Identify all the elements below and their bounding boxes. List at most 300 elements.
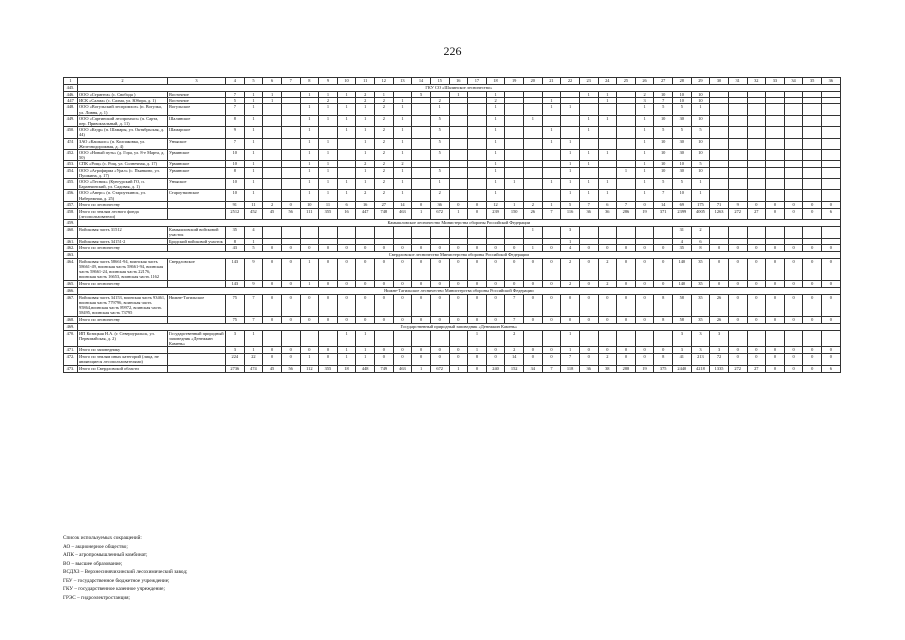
table-cell: 1 xyxy=(598,190,617,201)
table-cell xyxy=(430,227,449,238)
table-cell: 0 xyxy=(542,316,561,323)
table-cell: 1 xyxy=(393,150,412,161)
table-cell: 1 xyxy=(319,167,338,178)
table-cell: 0 xyxy=(542,294,561,316)
table-row xyxy=(64,138,841,149)
table-cell: 0 xyxy=(281,354,300,365)
header-cell: 24 xyxy=(598,78,617,85)
table-cell xyxy=(803,167,822,178)
table-cell: 0 xyxy=(486,347,505,354)
table-cell: 5 xyxy=(430,138,449,149)
table-cell xyxy=(598,330,617,347)
table-cell: 10 xyxy=(691,167,710,178)
table-cell xyxy=(784,330,803,347)
table-cell: 1 xyxy=(356,127,375,138)
table-cell: 0 xyxy=(784,244,803,251)
table-cell: 1 xyxy=(598,92,617,98)
table-cell: 2 xyxy=(375,161,394,167)
table-cell xyxy=(747,127,766,138)
table-cell xyxy=(822,179,841,190)
table-cell: 10 xyxy=(654,161,673,167)
table-cell: 1 xyxy=(263,92,282,98)
forestry-district: Шалинское xyxy=(168,115,226,126)
table-cell: 0 xyxy=(356,280,375,287)
table-cell: 1 xyxy=(319,92,338,98)
table-cell: 1 xyxy=(356,115,375,126)
row-number: 456. xyxy=(64,190,78,201)
table-cell: 0 xyxy=(449,294,468,316)
table-cell: 0 xyxy=(337,294,356,316)
table-cell: 0 xyxy=(430,244,449,251)
table-cell: 18 xyxy=(337,365,356,372)
table-cell: 0 xyxy=(449,316,468,323)
table-cell: 1 xyxy=(635,127,654,138)
table-cell xyxy=(728,138,747,149)
table-cell: 0 xyxy=(710,280,729,287)
header-cell: 12 xyxy=(375,78,394,85)
table-cell xyxy=(449,167,468,178)
table-cell: 2 xyxy=(356,190,375,201)
table-cell: 26 xyxy=(524,208,543,219)
table-cell: 0 xyxy=(803,258,822,280)
table-cell: 5 xyxy=(430,167,449,178)
table-cell: 10 xyxy=(226,161,245,167)
abbreviation-item: ГБУ – государственное бюджетное учреждение; xyxy=(63,577,170,584)
header-row xyxy=(64,78,841,85)
table-cell: 14 xyxy=(505,354,524,365)
table-cell xyxy=(263,138,282,149)
table-cell: 1 xyxy=(635,115,654,126)
table-cell: 0 xyxy=(542,354,561,365)
table-cell xyxy=(449,190,468,201)
table-cell: 0 xyxy=(747,316,766,323)
table-cell: 1 xyxy=(542,98,561,104)
table-cell: 1 xyxy=(244,238,263,244)
abbreviation-item: ВО – высшее образование; xyxy=(63,560,123,567)
table-cell: 0 xyxy=(337,258,356,280)
table-cell: 1 xyxy=(356,167,375,178)
table-cell: 0 xyxy=(822,244,841,251)
header-cell: 25 xyxy=(617,78,636,85)
table-cell xyxy=(822,330,841,347)
table-cell: 91 xyxy=(226,201,245,208)
table-cell: 1 xyxy=(468,330,487,347)
table-cell: 10 xyxy=(654,167,673,178)
table-cell: 36 xyxy=(579,208,598,219)
table-cell: 1 xyxy=(393,98,412,104)
header-cell: 10 xyxy=(337,78,356,85)
table-cell: 0 xyxy=(728,244,747,251)
table-cell xyxy=(393,227,412,238)
table-cell xyxy=(542,115,561,126)
table-cell xyxy=(468,138,487,149)
table-cell xyxy=(803,115,822,126)
table-cell xyxy=(412,104,431,115)
table-cell: 1 xyxy=(244,161,263,167)
table-cell xyxy=(542,150,561,161)
table-cell: 56 xyxy=(281,365,300,372)
table-cell: 2 xyxy=(691,227,710,238)
row-number: 467. xyxy=(64,294,78,316)
table-cell: 1 xyxy=(561,150,580,161)
table-cell: 0 xyxy=(579,244,598,251)
table-cell xyxy=(617,115,636,126)
table-cell xyxy=(766,227,785,238)
forestry-district xyxy=(168,365,226,372)
table-cell: 1 xyxy=(505,201,524,208)
table-cell xyxy=(710,167,729,178)
table-cell: 0 xyxy=(319,316,338,323)
table-cell: 0 xyxy=(468,365,487,372)
table-cell: 1 xyxy=(635,150,654,161)
table-cell: 2 xyxy=(375,150,394,161)
table-cell xyxy=(524,167,543,178)
table-cell xyxy=(412,127,431,138)
header-cell: 27 xyxy=(654,78,673,85)
table-cell: 10 xyxy=(654,150,673,161)
header-cell: 7 xyxy=(281,78,300,85)
table-cell: 0 xyxy=(319,244,338,251)
table-cell xyxy=(449,227,468,238)
row-number: 453. xyxy=(64,161,78,167)
table-cell: 10 xyxy=(673,190,692,201)
table-cell: 1 xyxy=(635,179,654,190)
table-cell: 1 xyxy=(579,190,598,201)
table-cell: 10 xyxy=(691,115,710,126)
table-cell xyxy=(747,330,766,347)
table-cell: 0 xyxy=(803,280,822,287)
entity-name: ООО «Сартинский леспромхоз» (п. Сарта, пер. Привокзальный, д. 11) xyxy=(78,115,168,126)
entity-name: Итого по лесничеству xyxy=(78,280,168,287)
table-cell xyxy=(617,104,636,115)
table-cell: 8 xyxy=(691,244,710,251)
table-cell: 2 xyxy=(356,92,375,98)
table-cell: 1 xyxy=(393,167,412,178)
table-cell: 0 xyxy=(617,294,636,316)
table-cell: 0 xyxy=(281,347,300,354)
table-cell: 7 xyxy=(542,365,561,372)
table-cell xyxy=(635,227,654,238)
table-cell: 7 xyxy=(226,104,245,115)
table-cell: 2 xyxy=(375,190,394,201)
table-cell: 19 xyxy=(635,208,654,219)
row-number: 449. xyxy=(64,115,78,126)
table-cell: 0 xyxy=(542,258,561,280)
table-cell xyxy=(822,138,841,149)
table-cell: 1 xyxy=(356,150,375,161)
table-cell xyxy=(281,104,300,115)
section-row xyxy=(64,85,841,92)
forestry-district: Шамарское xyxy=(168,127,226,138)
table-row xyxy=(64,330,841,347)
table-cell: 3 xyxy=(673,347,692,354)
table-cell xyxy=(524,127,543,138)
table-cell: 0 xyxy=(635,280,654,287)
table-cell: 1 xyxy=(449,208,468,219)
table-cell: 3 xyxy=(710,330,729,347)
table-cell: 1 xyxy=(393,127,412,138)
table-cell xyxy=(784,150,803,161)
table-cell: 9 xyxy=(728,201,747,208)
table-cell xyxy=(263,104,282,115)
table-cell xyxy=(710,127,729,138)
table-cell: 5 xyxy=(691,161,710,167)
forestry-district: Свердловское xyxy=(168,258,226,280)
table-cell: 1 xyxy=(375,92,394,98)
table-row xyxy=(64,179,841,190)
table-cell: 3 xyxy=(691,330,710,347)
table-cell: 0 xyxy=(505,244,524,251)
table-cell xyxy=(412,330,431,347)
header-cell: 3 xyxy=(168,78,226,85)
table-cell xyxy=(728,227,747,238)
table-cell: 0 xyxy=(803,316,822,323)
table-cell: 0 xyxy=(561,294,580,316)
table-cell: 1 xyxy=(579,179,598,190)
table-cell: 1 xyxy=(337,190,356,201)
header-cell: 19 xyxy=(505,78,524,85)
table-cell xyxy=(747,104,766,115)
forestry-district: Урминское xyxy=(168,161,226,167)
table-cell: 474 xyxy=(244,365,263,372)
section-title: Камышловское лесничество Министерства обороны Российской Федерации xyxy=(78,220,841,227)
table-cell: 1 xyxy=(542,127,561,138)
table-cell: 0 xyxy=(654,258,673,280)
table-cell: 0 xyxy=(393,258,412,280)
table-cell: 672 xyxy=(430,365,449,372)
abbreviations-list xyxy=(63,534,187,602)
table-cell xyxy=(468,190,487,201)
row-number: 461. xyxy=(64,238,78,244)
table-cell: 143 xyxy=(226,258,245,280)
row-number: 445. xyxy=(64,85,78,92)
table-cell: 0 xyxy=(319,280,338,287)
abbreviation-item: ВСДХЗ – Верхнесинячихинский лесохимический завод; xyxy=(63,569,188,575)
forestry-district: Унъяское xyxy=(168,179,226,190)
register-table xyxy=(63,77,841,373)
table-cell: 14 xyxy=(654,201,673,208)
table-cell: 36 xyxy=(579,365,598,372)
table-cell: 0 xyxy=(822,280,841,287)
table-cell: 10 xyxy=(300,201,319,208)
table-cell: 27 xyxy=(747,365,766,372)
table-cell: 35 xyxy=(691,316,710,323)
table-cell: 0 xyxy=(300,347,319,354)
row-number: 468. xyxy=(64,316,78,323)
table-cell: 0 xyxy=(803,354,822,365)
table-cell: 41 xyxy=(673,354,692,365)
table-cell: 0 xyxy=(728,258,747,280)
table-cell: 0 xyxy=(766,294,785,316)
table-cell: 0 xyxy=(766,208,785,219)
table-cell: 1 xyxy=(691,104,710,115)
table-cell: 1 xyxy=(319,115,338,126)
header-cell: 11 xyxy=(356,78,375,85)
row-number: 462. xyxy=(64,244,78,251)
forestry-district xyxy=(168,347,226,354)
table-cell: 1 xyxy=(579,161,598,167)
row-number: 471. xyxy=(64,347,78,354)
table-cell: 1 xyxy=(393,115,412,126)
table-cell: 0 xyxy=(300,294,319,316)
section-row xyxy=(64,323,841,330)
table-cell: 0 xyxy=(356,316,375,323)
table-cell: 1 xyxy=(486,127,505,138)
table-cell: 3 xyxy=(226,330,245,347)
table-cell xyxy=(412,115,431,126)
row-number: 473. xyxy=(64,365,78,372)
entity-name: ЗАО «Кашкалс» (п. Колпаковка, ул. Железнодорожная, д. 4) xyxy=(78,138,168,149)
table-cell: 1263 xyxy=(710,208,729,219)
table-cell: 43 xyxy=(226,244,245,251)
table-cell: 118 xyxy=(561,365,580,372)
table-cell xyxy=(617,127,636,138)
entity-name: ООО «Агрофирма «Урал» (с. Пьянково, ул. Пушкина, д. 17) xyxy=(78,167,168,178)
entity-name: Войсковая часть 34153, воинская часть 93461, воинская часть 779796, воинская часть 95864,воинская часть 89972, воинская часть 58495, воинская часть 73795 xyxy=(78,294,168,316)
header-cell: 31 xyxy=(728,78,747,85)
table-cell: 1 xyxy=(244,92,263,98)
forestry-district xyxy=(168,316,226,323)
header-cell: 30 xyxy=(710,78,729,85)
table-cell xyxy=(766,138,785,149)
table-cell: 213 xyxy=(691,354,710,365)
table-cell xyxy=(300,330,319,347)
table-cell xyxy=(803,227,822,238)
table-cell xyxy=(617,179,636,190)
table-cell: 1 xyxy=(300,280,319,287)
table-cell xyxy=(524,190,543,201)
total-row xyxy=(64,316,841,323)
table-cell: 2 xyxy=(430,190,449,201)
table-cell: 72 xyxy=(710,354,729,365)
row-number: 472. xyxy=(64,354,78,365)
table-cell: 7 xyxy=(617,201,636,208)
table-cell: 0 xyxy=(486,244,505,251)
table-cell: 0 xyxy=(747,280,766,287)
table-cell xyxy=(728,115,747,126)
table-cell: 26 xyxy=(710,316,729,323)
table-cell: 1 xyxy=(337,127,356,138)
table-cell: 1 xyxy=(524,227,543,238)
table-cell: 1 xyxy=(356,104,375,115)
table-cell: 0 xyxy=(784,354,803,365)
table-cell: 3 xyxy=(710,347,729,354)
table-cell: 0 xyxy=(524,354,543,365)
table-cell: 3 xyxy=(561,227,580,238)
section-title: Государственный природный заповедник «Денежкин Камень» xyxy=(78,323,841,330)
table-cell xyxy=(766,167,785,178)
table-cell: 1 xyxy=(244,179,263,190)
header-cell: 29 xyxy=(691,78,710,85)
table-cell: 8 xyxy=(654,316,673,323)
table-cell: 58 xyxy=(673,316,692,323)
table-cell xyxy=(412,227,431,238)
table-cell xyxy=(505,190,524,201)
table-cell: 10 xyxy=(654,115,673,126)
table-cell xyxy=(822,150,841,161)
table-cell: 5 xyxy=(654,179,673,190)
entity-name: ООО «Стратега» (с. Свобода ) xyxy=(78,92,168,98)
table-cell: 1 xyxy=(486,104,505,115)
table-cell xyxy=(281,190,300,201)
header-cell: 17 xyxy=(468,78,487,85)
table-cell xyxy=(728,127,747,138)
table-cell: 0 xyxy=(468,316,487,323)
table-cell: 0 xyxy=(449,354,468,365)
table-cell xyxy=(617,330,636,347)
table-cell xyxy=(375,227,394,238)
table-cell xyxy=(822,104,841,115)
table-cell: 1 xyxy=(430,179,449,190)
row-number: 459. xyxy=(64,220,78,227)
table-cell: 748 xyxy=(375,208,394,219)
table-cell xyxy=(803,104,822,115)
table-cell: 1 xyxy=(337,354,356,365)
table-cell: 0 xyxy=(617,354,636,365)
table-cell xyxy=(710,115,729,126)
table-cell: 45 xyxy=(263,208,282,219)
entity-name: Итого по заповеднику xyxy=(78,347,168,354)
table-cell xyxy=(319,330,338,347)
table-cell xyxy=(449,104,468,115)
table-cell: 0 xyxy=(635,347,654,354)
table-cell: 0 xyxy=(263,244,282,251)
table-cell xyxy=(822,127,841,138)
table-cell: 0 xyxy=(654,347,673,354)
table-cell: 112 xyxy=(300,365,319,372)
table-cell xyxy=(542,190,561,201)
table-row xyxy=(64,190,841,201)
table-cell: 0 xyxy=(430,258,449,280)
table-cell: 2 xyxy=(375,98,394,104)
table-cell: 371 xyxy=(654,208,673,219)
header-cell: 14 xyxy=(412,78,431,85)
table-cell xyxy=(468,104,487,115)
table-cell: 0 xyxy=(747,347,766,354)
table-cell: 75 xyxy=(226,316,245,323)
table-cell: 1 xyxy=(356,179,375,190)
table-cell: 0 xyxy=(430,316,449,323)
table-cell xyxy=(468,150,487,161)
table-cell: 1 xyxy=(319,138,338,149)
table-cell: 0 xyxy=(784,258,803,280)
table-cell: 45 xyxy=(263,365,282,372)
table-cell: 0 xyxy=(449,347,468,354)
table-cell xyxy=(505,150,524,161)
entity-name: ООО «Лесник» (Кунгурский ГО, п. Баранчинский, ул. Садовая, д. 1) xyxy=(78,179,168,190)
table-cell: 0 xyxy=(579,258,598,280)
table-cell: 1 xyxy=(337,115,356,126)
table-cell: 452 xyxy=(244,208,263,219)
table-cell: 0 xyxy=(412,316,431,323)
table-cell xyxy=(710,138,729,149)
table-cell: 0 xyxy=(598,316,617,323)
table-cell: 0 xyxy=(412,201,431,208)
table-cell: 1 xyxy=(356,330,375,347)
table-cell: 0 xyxy=(747,294,766,316)
table-cell xyxy=(263,115,282,126)
table-cell: 0 xyxy=(784,316,803,323)
table-cell: 36 xyxy=(598,208,617,219)
table-cell xyxy=(803,190,822,201)
table-cell xyxy=(449,150,468,161)
table-cell: 1 xyxy=(598,98,617,104)
table-cell xyxy=(766,104,785,115)
table-cell: 0 xyxy=(635,258,654,280)
table-cell xyxy=(784,127,803,138)
table-cell xyxy=(747,115,766,126)
table-cell: 0 xyxy=(300,316,319,323)
